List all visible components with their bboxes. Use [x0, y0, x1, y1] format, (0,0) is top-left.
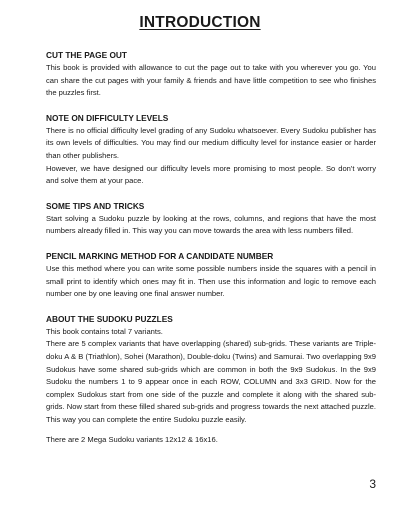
section-paragraph: This book is provided with allowance to cut the page out to take with you wherever you go. You can share the cut pages with your family & friends and have little competition to see who finishes the puzzles first.	[46, 63, 376, 98]
section-heading: NOTE ON DIFFICULTY LEVELS	[46, 112, 169, 123]
section-about-puzzles	[46, 313, 376, 447]
page-number: 3	[369, 477, 376, 491]
section-paragraph: There are 2 Mega Sudoku variants 12x12 & 16x16.	[46, 435, 218, 445]
section-paragraph: Start solving a Sudoku puzzle by looking at the rows, columns, and regions that have the most numbers already filled in. This way you can move towards the area with less numbers filled.	[46, 213, 376, 236]
section-paragraph: There are 5 complex variants that have overlapping (shared) sub-grids. These variants are Triple-doku A & B (Triathlon), Sohei (Marathon), Double-doku (Twins) and Samurai. Two overlapping 9x9 Sudokus have some shared sub-grids which are common in both the 9x9 Sudokus. In the 9x9 Sudoku the numbers 1 to 9 appear once in each ROW, COLUMN and 3x3 GRID. Now for the complex Sudokus start from one side of the puzzle and complete it along with the shared sub-grids. Now start from these filled shared sub-grids and progress towards the next attached puzzle. This way you can complete the entire Sudoku puzzle easily.	[46, 339, 376, 424]
section-paragraph: This book contains total 7 variants.	[46, 326, 163, 336]
section-paragraph: However, we have designed our difficulty levels more promising to most people. So don't worry and solve them at your pace.	[46, 163, 376, 186]
section-paragraph: There is no official difficulty level grading of any Sudoku whatsoever. Every Sudoku publisher has its own levels of difficulties. You may find our medium difficulty level for instance easier or harder than other publishers.	[46, 125, 376, 160]
section-difficulty-levels	[46, 112, 376, 188]
page-title: INTRODUCTION	[139, 14, 261, 31]
page-content	[46, 49, 376, 459]
section-heading: SOME TIPS AND TRICKS	[46, 200, 145, 211]
section-heading: PENCIL MARKING METHOD FOR A CANDIDATE NUMBER	[46, 250, 274, 261]
section-heading: CUT THE PAGE OUT	[46, 50, 127, 60]
section-paragraph: Use this method where you can write some possible numbers inside the squares with a pencil in small print to identify which ones may fit in. Then use this information and logic to remove each number one by one leaving one final answer number.	[46, 263, 376, 299]
section-cut-page-out	[46, 49, 376, 100]
section-tips-and-tricks	[46, 200, 376, 238]
section-heading: ABOUT THE SUDOKU PUZZLES	[46, 313, 173, 324]
section-pencil-marking	[46, 250, 376, 301]
